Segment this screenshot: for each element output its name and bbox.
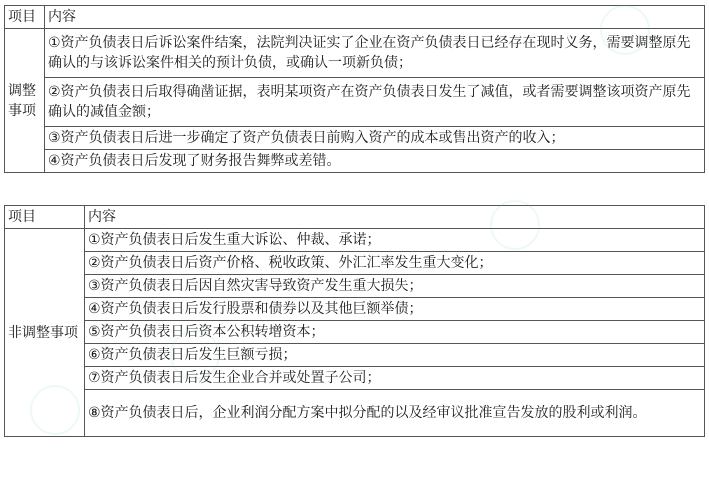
list-item: ③资产负债表日后进一步确定了资产负债表日前购入资产的成本或售出资产的收入； [45, 127, 705, 150]
watermark-logo-icon [170, 330, 220, 380]
watermark-logo-icon [490, 200, 540, 250]
table-row [5, 78, 705, 127]
list-item: ④资产负债表日后发行股票和债券以及其他巨额举债； [85, 298, 705, 321]
list-item: ②资产负债表日后取得确凿证据，表明某项资产在资产负债表日发生了减值，或者需要调整该项资产原先确认的减值金额； [45, 78, 705, 127]
list-item: ⑧资产负债表日后，企业利润分配方案中拟分配的以及经审议批准宣告发放的股利或利润。 [85, 390, 705, 437]
list-item: ①资产负债表日后发生重大诉讼、仲裁、承诺； [85, 229, 705, 252]
header-content: 内容 [85, 206, 705, 229]
list-item: ②资产负债表日后资产价格、税收政策、外汇汇率发生重大变化； [85, 252, 705, 275]
list-item: ①资产负债表日后诉讼案件结案，法院判决证实了企业在资产负债表日已经存在现时义务，需要调整原先确认的与该诉讼案件相关的预计负债，或确认一项新负债； [45, 29, 705, 78]
table-row [5, 367, 705, 390]
table-row [5, 252, 705, 275]
category-label-adjusting: 调整事项 [5, 29, 45, 173]
header-content: 内容 [45, 6, 705, 29]
list-item: ③资产负债表日后因自然灾害导致资产发生重大损失； [85, 275, 705, 298]
header-item: 项目 [5, 206, 85, 229]
header-item: 项目 [5, 6, 45, 29]
list-item: ④资产负债表日后发现了财务报告舞弊或差错。 [45, 150, 705, 173]
watermark-logo-icon [30, 385, 80, 435]
table-row [5, 150, 705, 173]
table-row [5, 127, 705, 150]
table-row [5, 321, 705, 344]
category-label-non-adjusting: 非调整事项 [5, 229, 85, 437]
table-row [5, 275, 705, 298]
list-item: ⑤资产负债表日后资本公积转增资本； [85, 321, 705, 344]
watermark-logo-icon [600, 5, 650, 55]
table-row [5, 298, 705, 321]
list-item: ⑦资产负债表日后发生企业合并或处置子公司； [85, 367, 705, 390]
non-adjusting-events-table [4, 205, 705, 437]
table-row [5, 29, 705, 78]
table-row [5, 390, 705, 437]
list-item: ⑥资产负债表日后发生巨额亏损； [85, 344, 705, 367]
table-row [5, 229, 705, 252]
table-row [5, 344, 705, 367]
table-header-row [5, 206, 705, 229]
